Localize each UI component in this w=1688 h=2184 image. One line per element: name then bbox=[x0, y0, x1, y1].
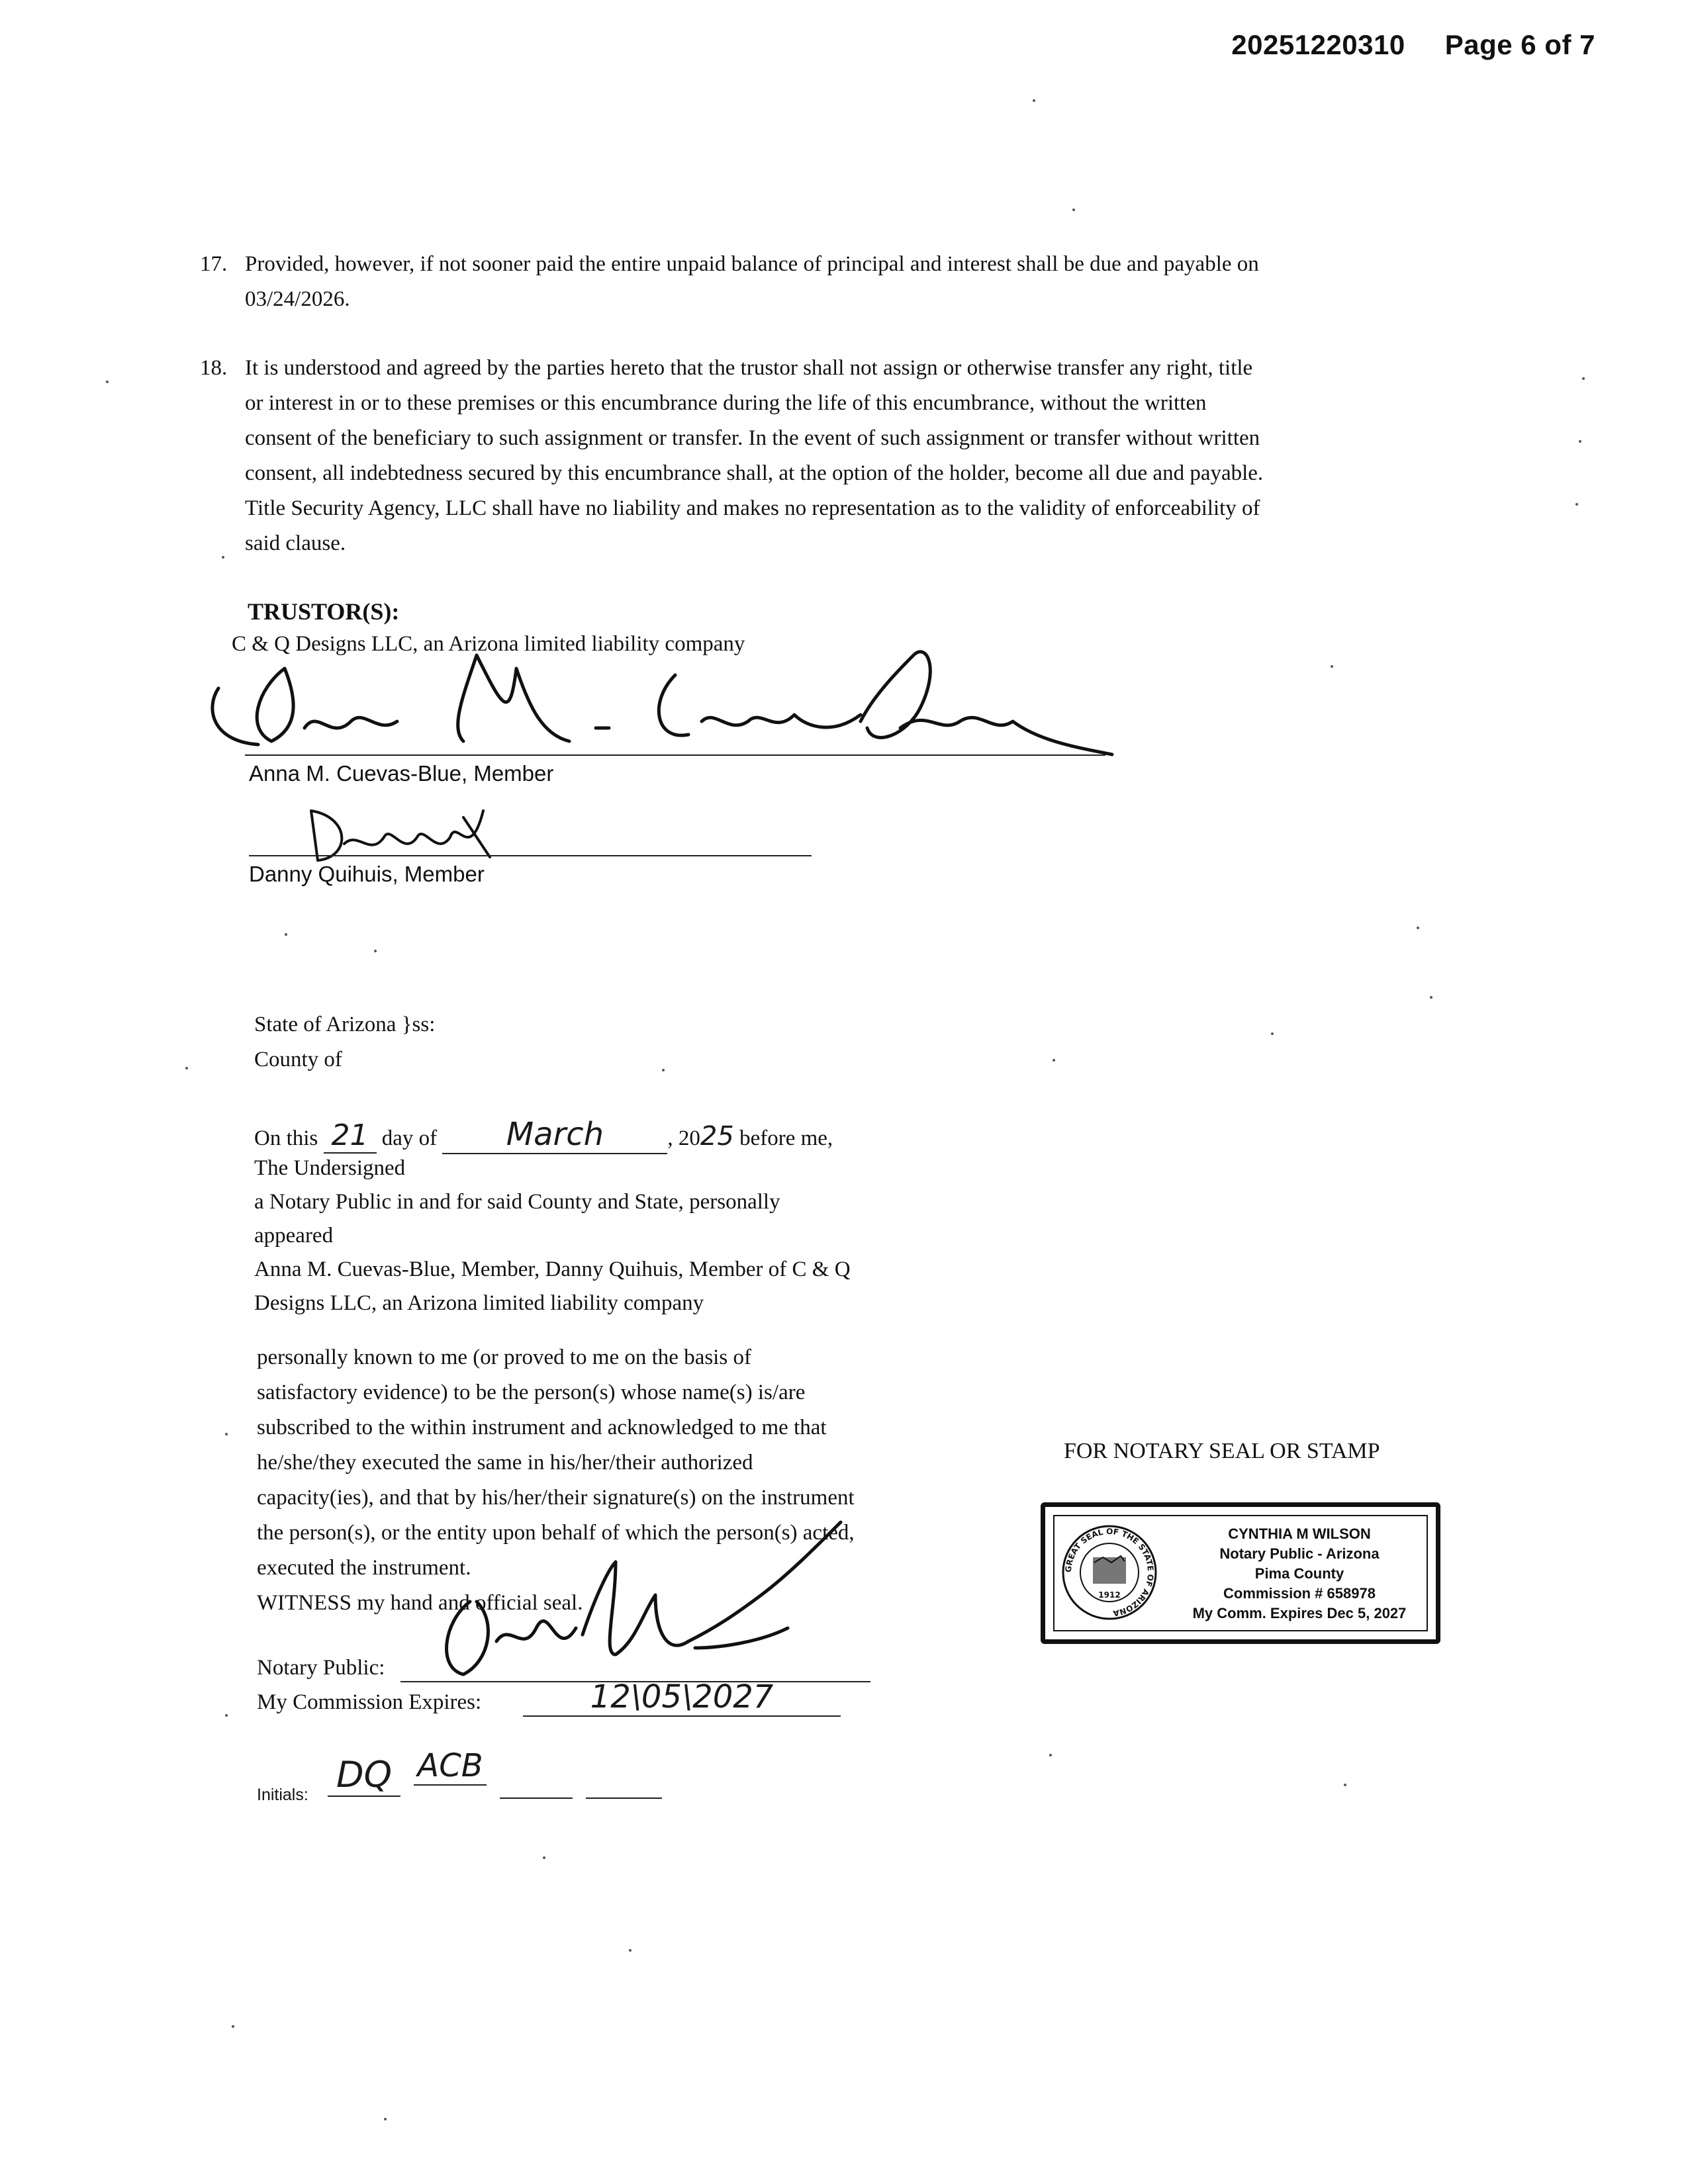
paragraph-line: Title Security Agency, LLC shall have no liability and makes no representation as to the validity of enforceability of bbox=[245, 496, 1260, 520]
scan-speck bbox=[1072, 208, 1075, 211]
seal-notary-name: CYNTHIA M WILSON bbox=[1228, 1525, 1371, 1542]
notary-line: Anna M. Cuevas-Blue, Member, Danny Quihuis, Member of C & Q bbox=[254, 1257, 851, 1281]
seal-emblem-year: 1912 bbox=[1098, 1590, 1121, 1600]
scan-speck bbox=[222, 556, 224, 559]
paragraph-18 bbox=[200, 351, 1524, 569]
signer-2-name: Danny Quihuis, Member bbox=[249, 862, 485, 886]
paragraph-line: 03/24/2026. bbox=[245, 287, 350, 311]
notary-date-line bbox=[254, 1116, 833, 1154]
initials-1: DQ bbox=[328, 1754, 400, 1797]
notary-appearance bbox=[254, 1152, 851, 1320]
scan-speck bbox=[1049, 1754, 1052, 1756]
signature-line-2 bbox=[249, 855, 812, 856]
paragraph-line: or interest in or to these premises or this encumbrance during the life of this encumbrance, without the written bbox=[245, 391, 1207, 415]
day-of-label: day of bbox=[381, 1126, 438, 1150]
scan-speck bbox=[225, 1433, 228, 1435]
scan-speck bbox=[1331, 665, 1333, 668]
scan-speck bbox=[543, 1856, 545, 1859]
day-value: 21 bbox=[324, 1118, 377, 1154]
initials-2: ACB bbox=[414, 1747, 487, 1786]
scan-speck bbox=[1344, 1784, 1346, 1786]
paragraph-line: said clause. bbox=[245, 531, 346, 555]
signer-1-name: Anna M. Cuevas-Blue, Member bbox=[249, 761, 554, 786]
notary-line: appeared bbox=[254, 1224, 334, 1248]
document-number: 20251220310 bbox=[1231, 29, 1405, 60]
paragraph-line: consent, all indebtedness secured by this encumbrance shall, at the option of the holder, become all due and payable. bbox=[245, 461, 1264, 485]
initials-label: Initials: bbox=[257, 1786, 308, 1804]
month-value: March bbox=[442, 1116, 667, 1154]
ack-line: the person(s), or the entity upon behalf of which the person(s) acted, bbox=[257, 1521, 855, 1545]
ack-line: he/she/they executed the same in his/her/their authorized bbox=[257, 1451, 753, 1475]
commission-value: 12\05\2027 bbox=[523, 1678, 841, 1717]
trustor-heading: TRUSTOR(S): bbox=[248, 598, 400, 625]
paragraph-number: 18. bbox=[200, 356, 228, 380]
scan-speck bbox=[662, 1069, 665, 1071]
scan-speck bbox=[629, 1949, 632, 1952]
trustor-company: C & Q Designs LLC, an Arizona limited liability company bbox=[232, 632, 745, 656]
scan-speck bbox=[1417, 927, 1419, 929]
scan-speck bbox=[232, 2025, 234, 2028]
notary-signature bbox=[417, 1516, 880, 1688]
paragraph-line: Provided, however, if not sooner paid the entire unpaid balance of principal and interest shall be due and payable on bbox=[245, 252, 1259, 276]
notary-stamp bbox=[1041, 1502, 1440, 1644]
signature-anna-cuevas-blue bbox=[199, 629, 1125, 781]
arizona-seal-emblem bbox=[1060, 1523, 1159, 1622]
notary-line: Designs LLC, an Arizona limited liability company bbox=[254, 1291, 704, 1315]
ack-line: personally known to me (or proved to me on the basis of bbox=[257, 1345, 751, 1369]
seal-emblem-text: GREAT SEAL OF THE STATE OF ARIZONA bbox=[1063, 1526, 1156, 1618]
scan-speck bbox=[1033, 99, 1035, 102]
signature-line-1 bbox=[245, 754, 1105, 756]
scan-speck bbox=[225, 1714, 228, 1717]
notary-line: a Notary Public in and for said County and State, personally bbox=[254, 1190, 780, 1214]
year-prefix: , 20 bbox=[667, 1126, 700, 1150]
scan-speck bbox=[374, 950, 377, 952]
on-this-label: On this bbox=[254, 1126, 318, 1150]
scan-speck bbox=[1053, 1059, 1055, 1062]
scan-speck bbox=[384, 2118, 387, 2120]
initials-blank-1 bbox=[500, 1797, 573, 1799]
scan-speck bbox=[106, 381, 109, 383]
initials-blank-2 bbox=[586, 1797, 662, 1799]
paragraph-number: 17. bbox=[200, 252, 228, 276]
before-me-label: before me, bbox=[739, 1126, 833, 1150]
page-number: Page 6 of 7 bbox=[1444, 29, 1595, 60]
scan-speck bbox=[185, 1067, 188, 1069]
notary-public-label: Notary Public: bbox=[257, 1656, 385, 1680]
scan-speck bbox=[1430, 996, 1432, 999]
notary-county: County of bbox=[254, 1048, 342, 1071]
notary-line: The Undersigned bbox=[254, 1156, 406, 1180]
notary-seal-caption: FOR NOTARY SEAL OR STAMP bbox=[1064, 1439, 1380, 1463]
seal-commission: Commission # 658978 bbox=[1223, 1585, 1376, 1602]
commission-label: My Commission Expires: bbox=[257, 1690, 482, 1714]
ack-line: satisfactory evidence) to be the person(s) whose name(s) is/are bbox=[257, 1381, 806, 1404]
seal-county: Pima County bbox=[1254, 1565, 1344, 1582]
ack-line: executed the instrument. bbox=[257, 1556, 471, 1580]
scan-speck bbox=[1582, 377, 1585, 380]
scan-speck bbox=[285, 933, 287, 936]
ack-line: WITNESS my hand and official seal. bbox=[257, 1591, 583, 1615]
signature-danny-quihuis bbox=[291, 797, 516, 870]
scan-speck bbox=[1271, 1032, 1274, 1035]
ack-line: subscribed to the within instrument and acknowledged to me that bbox=[257, 1416, 827, 1439]
seal-expires: My Comm. Expires Dec 5, 2027 bbox=[1192, 1605, 1407, 1621]
ack-line: capacity(ies), and that by his/her/their signature(s) on the instrument bbox=[257, 1486, 855, 1510]
scan-speck bbox=[1575, 503, 1578, 506]
paragraph-line: consent of the beneficiary to such assignment or transfer. In the event of such assignment or transfer without written bbox=[245, 426, 1260, 450]
document-header bbox=[1231, 29, 1595, 61]
year-value: 25 bbox=[700, 1121, 734, 1152]
paragraph-17 bbox=[200, 247, 1524, 320]
paragraph-line: It is understood and agreed by the parties hereto that the trustor shall not assign or otherwise transfer any right, title bbox=[245, 356, 1253, 380]
notary-state: State of Arizona }ss: bbox=[254, 1013, 436, 1036]
scan-speck bbox=[1579, 440, 1581, 443]
seal-notary-title: Notary Public - Arizona bbox=[1219, 1545, 1380, 1562]
